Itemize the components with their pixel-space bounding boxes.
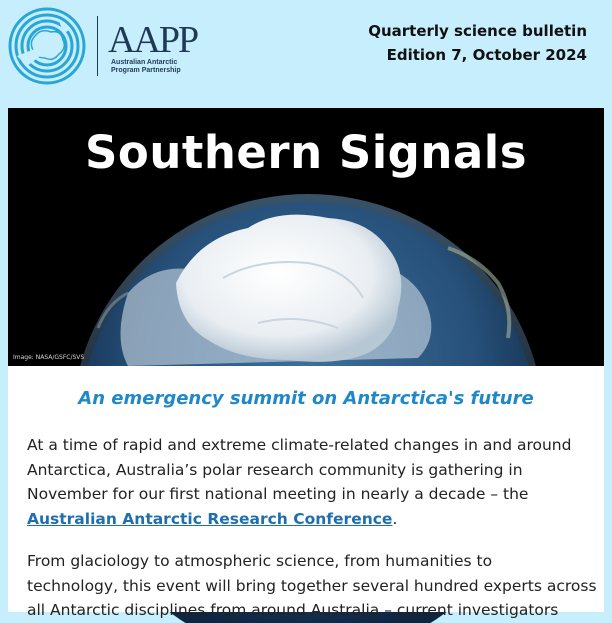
edition-date-label: Edition 7, October 2024	[386, 46, 587, 64]
bulletin-type-label: Quarterly science bulletin	[368, 22, 587, 40]
intro-period: .	[392, 509, 398, 528]
intro-line-2: Antarctica, Australia’s polar research community is gathering in	[27, 460, 523, 479]
bulletin-header	[0, 0, 612, 108]
antarctica-globe-logo-icon	[7, 6, 87, 86]
image-credit: Image: NASA/GSFC/SVS	[13, 354, 85, 361]
intro-line-4	[27, 507, 597, 532]
intro-line-3: November for our first national meeting in nearly a decade – the	[27, 485, 529, 503]
second-paragraph	[27, 549, 597, 623]
article-body	[8, 366, 604, 619]
para2-line-1: From glaciology to atmospheric science, from humanities to	[27, 552, 493, 570]
bulletin-title: Southern Signals	[85, 126, 527, 179]
article-headline: An emergency summit on Antarctica's future	[78, 388, 534, 409]
logo-mark-text: AAPP	[108, 19, 198, 61]
logo-subtitle	[111, 59, 221, 75]
conference-link[interactable]: Australian Antarctic Research Conference	[27, 509, 393, 528]
aapp-logo-mark	[108, 14, 198, 61]
para2-line-2: technology, this event will bring together several hundred experts across	[27, 576, 597, 595]
hero-banner	[8, 108, 604, 366]
logo-subtitle-line-1: Australian Antarctic	[111, 59, 178, 66]
intro-line-1: At a time of rapid and extreme climate-related changes in and around	[27, 436, 572, 454]
logo-subtitle-line-2: Program Partnership	[111, 67, 181, 74]
para2-line-3: all Antarctic disciplines from around Australia – current investigators	[27, 601, 559, 619]
intro-paragraph	[27, 433, 597, 531]
logo-divider	[97, 16, 98, 76]
